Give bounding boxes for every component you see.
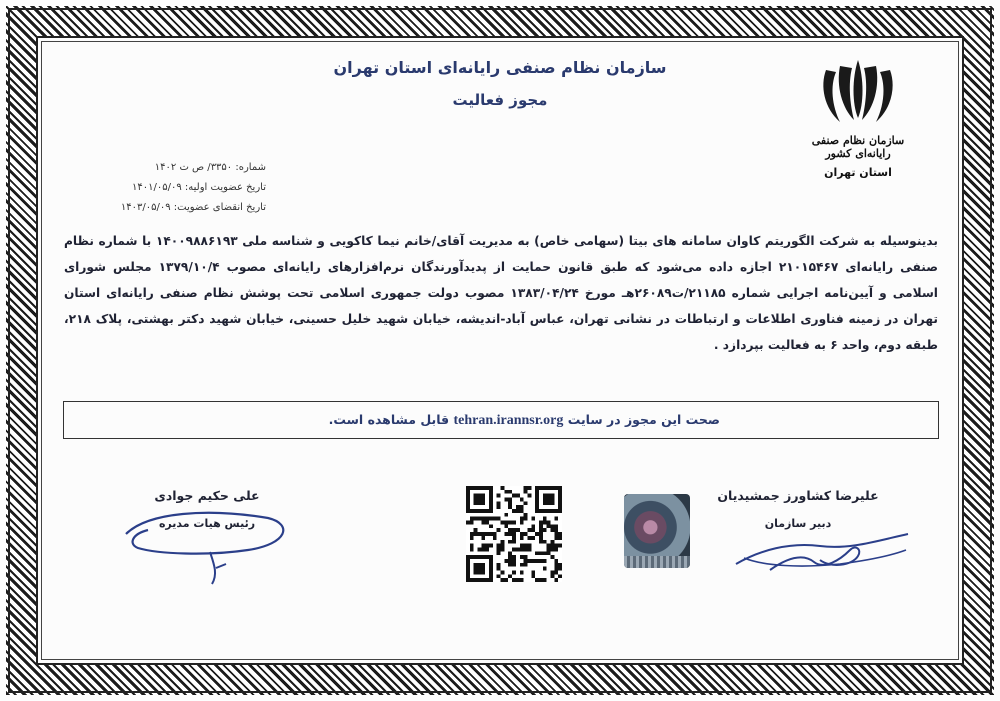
qr-module [512, 494, 516, 498]
qr-module [531, 574, 535, 578]
verification-prefix: صحت این مجوز در سایت [567, 412, 720, 427]
qr-module [558, 544, 562, 548]
hologram-seal-icon [624, 494, 690, 568]
logo-province: استان تهران [824, 166, 892, 179]
qr-module [539, 551, 543, 555]
verification-notice [63, 401, 939, 439]
qr-module [489, 517, 493, 521]
qr-module [512, 532, 516, 536]
qr-module [470, 544, 474, 548]
qr-module [497, 501, 501, 505]
qr-module [524, 532, 528, 536]
qr-module [485, 532, 489, 536]
qr-module [516, 578, 520, 582]
qr-module [516, 494, 520, 498]
qr-module [512, 509, 516, 513]
qr-module [497, 544, 501, 548]
qr-module [512, 547, 516, 551]
qr-module [547, 521, 551, 525]
verification-site-link[interactable]: tehran.irannsr.org [453, 413, 564, 428]
qr-module [543, 528, 547, 532]
qr-module [501, 486, 505, 490]
qr-module [524, 501, 528, 505]
qr-module [554, 532, 558, 536]
qr-module [550, 540, 554, 544]
qr-module [531, 517, 535, 521]
qr-module [554, 567, 558, 571]
qr-module [474, 494, 486, 506]
qr-module [550, 574, 554, 578]
qr-module [524, 513, 528, 517]
qr-module [508, 555, 512, 559]
qr-module [520, 563, 524, 567]
qr-module [508, 505, 512, 509]
qr-module [554, 536, 558, 540]
qr-module [550, 524, 554, 528]
qr-module [531, 536, 535, 540]
qr-module [520, 517, 524, 521]
qr-module [470, 532, 474, 536]
qr-module [504, 578, 508, 582]
qr-module [497, 528, 501, 532]
qr-module [520, 544, 524, 548]
chairman-name: علی حکیم جوادی [154, 488, 260, 503]
qr-module [508, 540, 512, 544]
qr-module [543, 521, 547, 525]
certificate-number: شماره: ۳۳۵۰/ ص ت ۱۴۰۲ [154, 162, 266, 173]
qr-module [474, 528, 478, 532]
qr-module [504, 513, 508, 517]
qr-module [470, 547, 474, 551]
logo-organization-name: سازمان نظام صنفی رایانه‌ای کشور [811, 134, 905, 160]
qr-code-icon [466, 486, 562, 582]
qr-module [470, 536, 474, 540]
qr-module [527, 559, 531, 563]
certificate-meta [66, 158, 266, 218]
qr-module [489, 532, 493, 536]
certificate-header [200, 58, 800, 109]
qr-module [512, 578, 516, 582]
verification-suffix: قابل مشاهده است. [328, 412, 450, 427]
qr-module [516, 509, 520, 513]
qr-module [543, 517, 547, 521]
qr-module [504, 521, 508, 525]
qr-module [539, 532, 543, 536]
organization-title: سازمان نظام صنفی رایانه‌ای استان تهران [333, 58, 667, 77]
qr-module [466, 521, 470, 525]
qr-module [501, 544, 505, 548]
certificate-body: بدینوسیله به شرکت الگوریتم کاوان سامانه های بیتا (سهامی خاص) به مدیریت آقای/خانم نیما کاکویی و شناسه ملی ۱۴۰۰۹۸۸۶۱۹۳ با شماره نظام صنفی رایانه‌ای ۲۱۰۱۵۴۶۷ اجازه داده می‌شود که طبق قانون حمایت از پدیدآورندگان نرم‌افزارهای رایانه‌ای مصوب ۱۳۷۹/۱۰/۴ مجلس شورای اسلامی و آیین‌نامه اجرایی شماره ۲۱۱۸۵/ت۲۶۰۸۹هـ مورخ ۱۳۸۳/۰۴/۲۴ مصوب دولت جمهوری اسلامی تحت پوشش نظام صنفی رایانه‌ای استان تهران در زمینه فناوری اطلاعات و ارتباطات در نشانی تهران، عباس آباد-اندیشه، خیابان شهید خلیل حسینی، خیابان شهید دکتر بهشتی، پلاک ۲۱۸، طبقه دوم، واحد ۶ به فعالیت بپردازد . [64, 234, 938, 352]
qr-module [527, 528, 531, 532]
qr-module [520, 532, 524, 536]
qr-module [558, 532, 562, 536]
qr-module [554, 517, 558, 521]
qr-module [554, 544, 558, 548]
qr-module [497, 547, 501, 551]
qr-module [524, 547, 528, 551]
secretary-signature-icon [730, 520, 920, 580]
qr-module [554, 528, 558, 532]
qr-module [520, 509, 524, 513]
qr-module [527, 494, 531, 498]
qr-module [520, 536, 524, 540]
qr-module [508, 551, 512, 555]
qr-module [547, 551, 551, 555]
qr-module [485, 517, 489, 521]
qr-module [478, 532, 482, 536]
qr-module [547, 524, 551, 528]
qr-module [520, 498, 524, 502]
qr-module [550, 555, 554, 559]
qr-module [508, 563, 512, 567]
qr-module [508, 532, 512, 536]
secretary-name: علیرضا کشاورز جمشیدیان [717, 488, 879, 503]
chairman-signature-icon [118, 504, 298, 588]
qr-module [535, 532, 539, 536]
chairman-role: رئیس هیات مدیره [158, 517, 256, 530]
qr-module [512, 563, 516, 567]
qr-module [558, 536, 562, 540]
qr-module [535, 559, 539, 563]
qr-module [527, 536, 531, 540]
qr-module [547, 544, 551, 548]
qr-module [535, 551, 539, 555]
qr-module [512, 559, 516, 563]
qr-module [554, 547, 558, 551]
qr-module [520, 570, 524, 574]
qr-module [497, 517, 501, 521]
qr-module [520, 547, 524, 551]
qr-module [493, 517, 497, 521]
qr-module [539, 521, 543, 525]
logo-emblem-icon [818, 56, 898, 130]
qr-module [554, 524, 558, 528]
qr-module [497, 574, 501, 578]
document-title: مجوز فعالیت [452, 91, 548, 109]
qr-module [524, 517, 528, 521]
qr-module [550, 547, 554, 551]
qr-module [481, 536, 485, 540]
qr-module [493, 532, 497, 536]
qr-module [527, 486, 531, 490]
qr-module [535, 578, 539, 582]
qr-module [497, 567, 501, 571]
qr-module [558, 567, 562, 571]
qr-module [481, 517, 485, 521]
qr-module [504, 490, 508, 494]
qr-module [524, 544, 528, 548]
qr-module [524, 486, 528, 490]
qr-module [508, 574, 512, 578]
qr-module [512, 536, 516, 540]
qr-module [485, 547, 489, 551]
qr-module [543, 494, 555, 506]
qr-module [558, 574, 562, 578]
qr-module [527, 544, 531, 548]
qr-module [508, 501, 512, 505]
qr-module [501, 578, 505, 582]
qr-module [501, 540, 505, 544]
qr-module [543, 559, 547, 563]
qr-module [516, 505, 520, 509]
qr-module [504, 559, 508, 563]
qr-module [504, 532, 508, 536]
qr-module [489, 544, 493, 548]
qr-module [497, 551, 501, 555]
qr-module [539, 536, 543, 540]
qr-module [501, 570, 505, 574]
qr-module [497, 494, 501, 498]
qr-module [543, 551, 547, 555]
qr-module [554, 570, 558, 574]
qr-module [485, 521, 489, 525]
qr-module [512, 521, 516, 525]
qr-module [478, 517, 482, 521]
qr-module [493, 536, 497, 540]
qr-module [512, 570, 516, 574]
qr-module [554, 563, 558, 567]
qr-module [478, 547, 482, 551]
qr-module [550, 570, 554, 574]
qr-module [512, 555, 516, 559]
qr-module [512, 528, 516, 532]
qr-module [550, 528, 554, 532]
qr-module [520, 521, 524, 525]
qr-module [481, 532, 485, 536]
qr-module [558, 563, 562, 567]
qr-module [543, 540, 547, 544]
qr-module [481, 544, 485, 548]
hologram-band [624, 556, 690, 568]
qr-module [531, 528, 535, 532]
organization-logo [798, 56, 918, 179]
qr-module [501, 521, 505, 525]
qr-module [474, 532, 478, 536]
qr-module [489, 524, 493, 528]
qr-module [508, 498, 512, 502]
qr-module [497, 505, 501, 509]
qr-module [539, 578, 543, 582]
qr-module [512, 540, 516, 544]
qr-module [539, 524, 543, 528]
qr-module [501, 547, 505, 551]
qr-module [531, 524, 535, 528]
qr-module [520, 505, 524, 509]
qr-module [527, 547, 531, 551]
first-membership-date: تاریخ عضویت اولیه: ۱۴۰۱/۰۵/۰۹ [132, 182, 266, 193]
secretary-role: دبیر سازمان [764, 517, 832, 530]
qr-module [550, 544, 554, 548]
qr-module [543, 567, 547, 571]
qr-module [524, 555, 528, 559]
qr-module [516, 547, 520, 551]
qr-module [539, 559, 543, 563]
qr-module [508, 490, 512, 494]
qr-module [497, 563, 501, 567]
qr-module [508, 559, 512, 563]
qr-module [508, 528, 512, 532]
membership-expiry-date: تاریخ انقضای عضویت: ۱۴۰۳/۰۵/۰۹ [120, 202, 266, 213]
qr-module [508, 521, 512, 525]
qr-module [474, 563, 486, 575]
qr-module [516, 528, 520, 532]
qr-module [547, 547, 551, 551]
qr-module [520, 555, 524, 559]
qr-module [485, 544, 489, 548]
qr-module [524, 559, 528, 563]
qr-module [504, 524, 508, 528]
qr-module [504, 498, 508, 502]
qr-module [470, 517, 474, 521]
qr-module [539, 540, 543, 544]
qr-module [531, 559, 535, 563]
qr-module [531, 570, 535, 574]
qr-module [524, 563, 528, 567]
qr-module [481, 521, 485, 525]
qr-module [554, 578, 558, 582]
qr-module [554, 559, 558, 563]
qr-module [539, 528, 543, 532]
qr-module [481, 547, 485, 551]
qr-module [543, 578, 547, 582]
qr-module [520, 578, 524, 582]
qr-module [524, 490, 528, 494]
qr-module [470, 521, 474, 525]
qr-module [474, 517, 478, 521]
